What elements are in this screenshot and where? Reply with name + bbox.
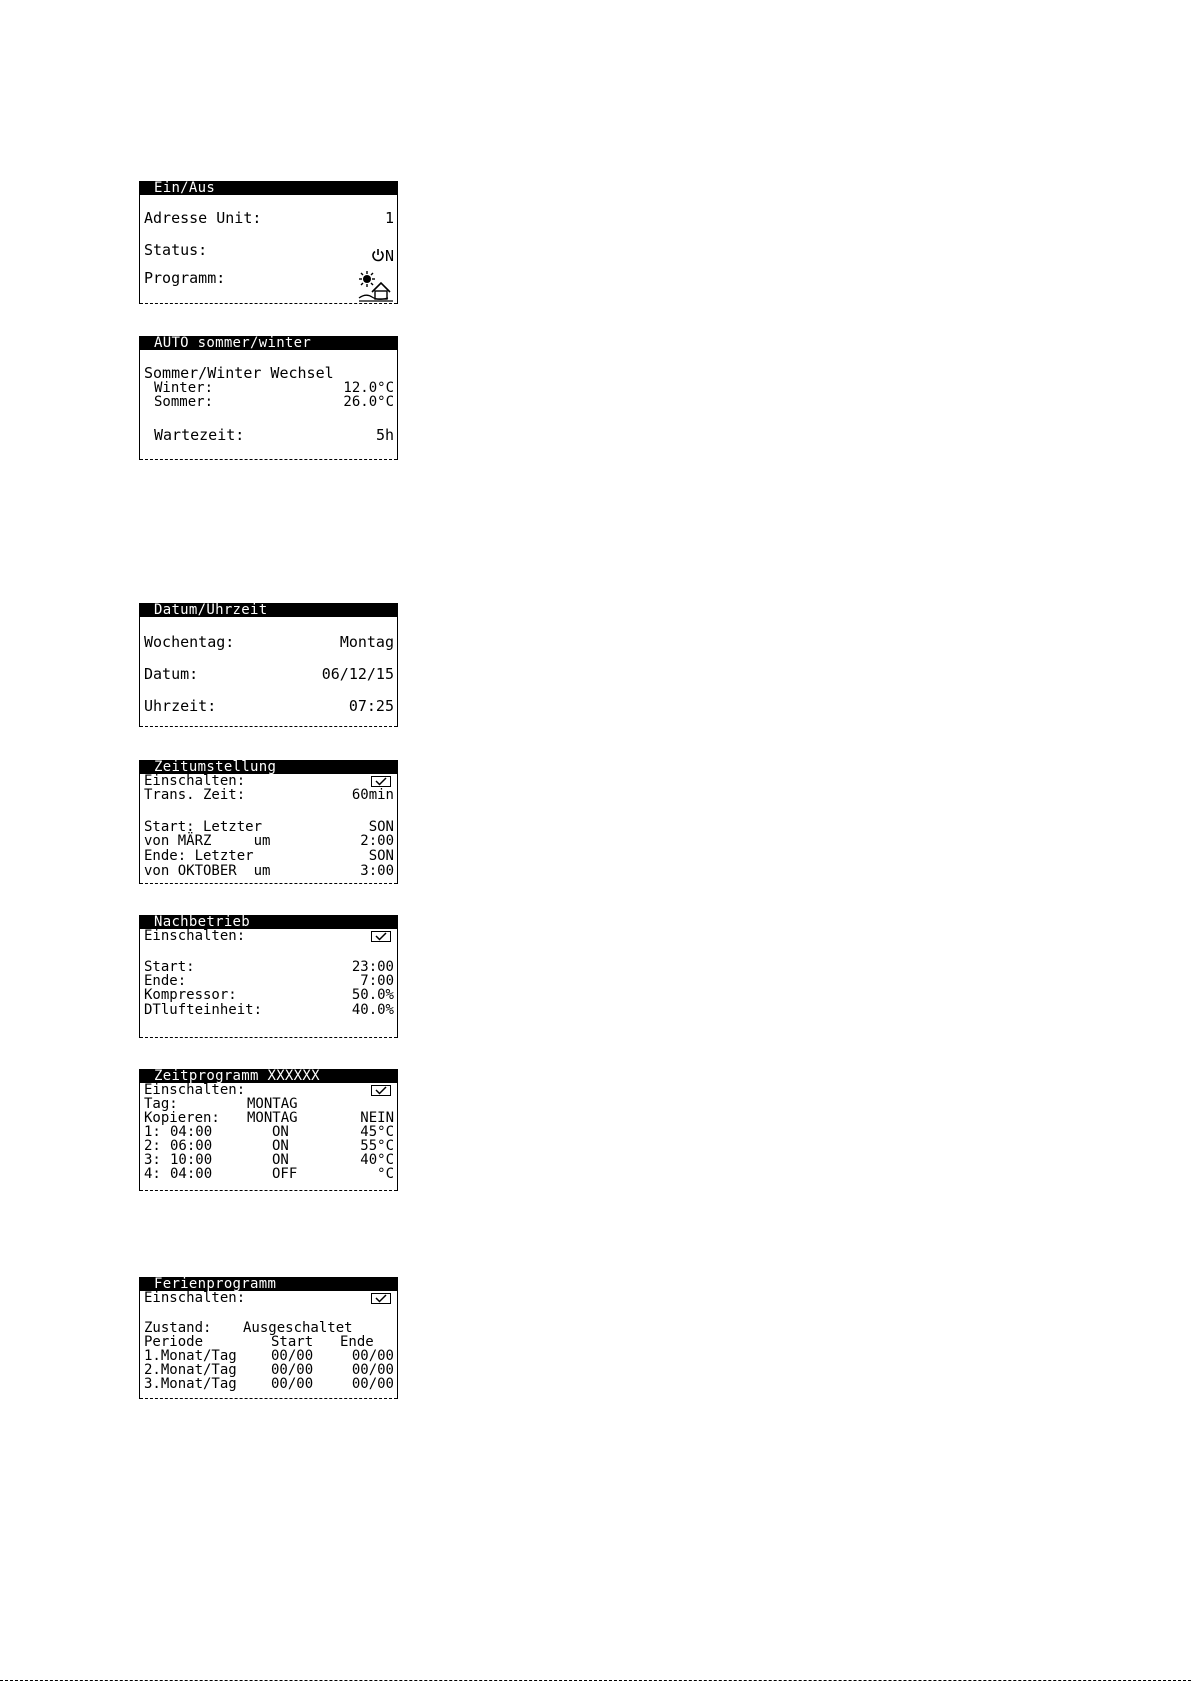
adresse-label: Adresse Unit: <box>144 209 262 227</box>
screen-bottom-border <box>140 459 397 460</box>
tag-value: MONTAG <box>247 1096 298 1112</box>
kompressor-label: Kompressor: <box>144 987 237 1003</box>
trans-zeit-label: Trans. Zeit: <box>144 787 246 803</box>
row-state: OFF <box>272 1166 298 1182</box>
sommer-winter-heading: Sommer/Winter Wechsel <box>144 364 334 382</box>
programm-value <box>304 255 394 320</box>
row-label: 3.Monat/Tag <box>144 1376 237 1392</box>
kopieren-flag: NEIN <box>360 1110 394 1126</box>
einschalten-row[interactable] <box>144 1083 394 1097</box>
row-number: 1: <box>144 1124 161 1140</box>
von-oktober-label: von OKTOBER um <box>144 863 271 879</box>
screen-auto-sommer-winter <box>139 336 398 460</box>
programm-label: Programm: <box>144 269 226 287</box>
einschalten-label: Einschalten: <box>144 1290 246 1306</box>
table-row[interactable] <box>140 1153 397 1167</box>
zustand-label: Zustand: <box>144 1320 212 1336</box>
row-temp: 55°C <box>360 1138 394 1154</box>
screen-bottom-border <box>140 726 397 727</box>
checkmark-icon <box>375 932 387 941</box>
screen-bottom-border <box>140 1037 397 1038</box>
kopieren-row[interactable] <box>140 1111 397 1125</box>
kompressor-value: 50.0% <box>351 987 394 1003</box>
start-label: Start: Letzter <box>144 819 263 835</box>
adresse-value: 1 <box>384 209 394 227</box>
row-time: 06:00 <box>170 1138 213 1154</box>
checkmark-icon <box>375 1294 387 1303</box>
row-ende: 00/00 <box>351 1348 394 1364</box>
einschalten-checkbox[interactable] <box>371 1293 391 1304</box>
trans-zeit-row[interactable] <box>144 788 394 802</box>
von-maerz-label: von MÄRZ um <box>144 833 271 849</box>
von-oktober-row[interactable] <box>144 864 394 878</box>
sommer-row[interactable] <box>154 395 394 409</box>
row-number: 4: <box>144 1166 161 1182</box>
start-row[interactable] <box>144 820 394 834</box>
kopieren-label: Kopieren: <box>144 1110 220 1126</box>
kopieren-value: MONTAG <box>247 1110 298 1126</box>
kompressor-row[interactable] <box>144 988 394 1002</box>
row-ende: 00/00 <box>351 1376 394 1392</box>
von-oktober-value: 3:00 <box>360 863 394 879</box>
sommer-value: 26.0°C <box>343 394 394 410</box>
uhrzeit-row[interactable] <box>144 699 394 714</box>
table-row[interactable] <box>140 1167 397 1181</box>
table-row[interactable] <box>140 1125 397 1139</box>
einschalten-checkbox[interactable] <box>371 776 391 787</box>
datum-value: 06/12/15 <box>321 665 394 683</box>
screen-zeitumstellung <box>139 760 398 884</box>
table-row[interactable] <box>140 1363 397 1377</box>
screen-title: AUTO sommer/winter <box>140 336 397 350</box>
einschalten-checkbox[interactable] <box>371 1085 391 1096</box>
row-label: 2.Monat/Tag <box>144 1362 237 1378</box>
row-start: 00/00 <box>271 1376 314 1392</box>
heading-row <box>144 366 394 381</box>
row-time: 10:00 <box>170 1152 213 1168</box>
einschalten-row[interactable] <box>144 929 394 943</box>
screen-title: Datum/Uhrzeit <box>140 603 397 617</box>
einschalten-label: Einschalten: <box>144 1082 246 1098</box>
adresse-row[interactable] <box>144 211 394 226</box>
row-number: 3: <box>144 1152 161 1168</box>
trans-zeit-value: 60min <box>351 787 394 803</box>
screen-title: Ein/Aus <box>140 181 397 195</box>
ende-label: Ende: <box>144 973 187 989</box>
dtlufteinheit-value: 40.0% <box>351 1002 394 1018</box>
screen-bottom-border <box>140 303 397 304</box>
datum-label: Datum: <box>144 665 199 683</box>
row-state: ON <box>272 1138 289 1154</box>
wartezeit-value: 5h <box>375 426 394 444</box>
winter-value: 12.0°C <box>343 380 394 396</box>
wochentag-label: Wochentag: <box>144 633 235 651</box>
row-temp: 45°C <box>360 1124 394 1140</box>
wartezeit-label: Wartezeit: <box>154 426 245 444</box>
wochentag-row[interactable] <box>144 635 394 650</box>
ende-header: Ende <box>340 1334 374 1350</box>
table-row[interactable] <box>140 1139 397 1153</box>
start-value: 23:00 <box>351 959 394 975</box>
winter-label: Winter: <box>154 380 214 396</box>
checkmark-icon <box>375 1086 387 1095</box>
start-row[interactable] <box>144 960 394 974</box>
screen-datum-uhrzeit <box>139 603 398 727</box>
row-start: 00/00 <box>271 1362 314 1378</box>
page-footer-line <box>0 1680 1191 1681</box>
screen-ein-aus <box>139 181 398 304</box>
table-row[interactable] <box>140 1349 397 1363</box>
table-row[interactable] <box>140 1377 397 1391</box>
row-state: ON <box>272 1124 289 1140</box>
row-number: 2: <box>144 1138 161 1154</box>
ende-label: Ende: Letzter <box>144 848 254 864</box>
screen-bottom-border <box>140 883 397 884</box>
einschalten-row[interactable] <box>144 774 394 788</box>
sommer-label: Sommer: <box>154 394 214 410</box>
start-value: SON <box>368 819 394 835</box>
uhrzeit-label: Uhrzeit: <box>144 697 217 715</box>
row-start: 00/00 <box>271 1348 314 1364</box>
dtlufteinheit-label: DTlufteinheit: <box>144 1002 263 1018</box>
screen-title: Zeitprogramm XXXXXX <box>140 1069 397 1083</box>
screen-title: Ferienprogramm <box>140 1277 397 1291</box>
uhrzeit-value: 07:25 <box>348 697 394 715</box>
row-ende: 00/00 <box>351 1362 394 1378</box>
einschalten-label: Einschalten: <box>144 928 246 944</box>
row-time: 04:00 <box>170 1166 213 1182</box>
screen-title: Nachbetrieb <box>140 915 397 929</box>
screen-bottom-border <box>140 1190 397 1191</box>
sun-house-icon <box>358 270 394 302</box>
screen-zeitprogramm <box>139 1069 398 1191</box>
status-value: N <box>317 233 394 279</box>
dtlufteinheit-row[interactable] <box>144 1003 394 1017</box>
status-label: Status: <box>144 241 208 259</box>
von-maerz-value: 2:00 <box>360 833 394 849</box>
tag-label: Tag: <box>144 1096 178 1112</box>
periode-header: Periode <box>144 1334 204 1350</box>
winter-row[interactable] <box>154 381 394 395</box>
einschalten-label: Einschalten: <box>144 773 246 789</box>
checkmark-icon <box>375 777 387 786</box>
wochentag-value: Montag <box>339 633 394 651</box>
einschalten-checkbox[interactable] <box>371 931 391 942</box>
row-temp: 40°C <box>360 1152 394 1168</box>
tag-row[interactable] <box>140 1097 397 1111</box>
row-time: 04:00 <box>170 1124 213 1140</box>
screen-ferienprogramm <box>139 1277 398 1399</box>
datum-row[interactable] <box>144 667 394 682</box>
einschalten-row[interactable] <box>144 1291 394 1305</box>
start-label: Start: <box>144 959 195 975</box>
von-maerz-row[interactable] <box>144 834 394 848</box>
start-header: Start <box>271 1334 314 1350</box>
row-temp: °C <box>377 1166 394 1182</box>
ende-value: 7:00 <box>360 973 394 989</box>
zustand-value: Ausgeschaltet <box>243 1320 353 1336</box>
ende-row[interactable] <box>144 849 394 863</box>
screen-title: Zeitumstellung <box>140 760 397 774</box>
row-state: ON <box>272 1152 289 1168</box>
screen-nachbetrieb <box>139 915 398 1038</box>
ende-value: SON <box>368 848 394 864</box>
periode-header-row <box>140 1335 397 1349</box>
zustand-row[interactable] <box>140 1321 397 1335</box>
row-label: 1.Monat/Tag <box>144 1348 237 1364</box>
ende-row[interactable] <box>144 974 394 988</box>
wartezeit-row[interactable] <box>154 428 394 443</box>
screen-bottom-border <box>140 1398 397 1399</box>
